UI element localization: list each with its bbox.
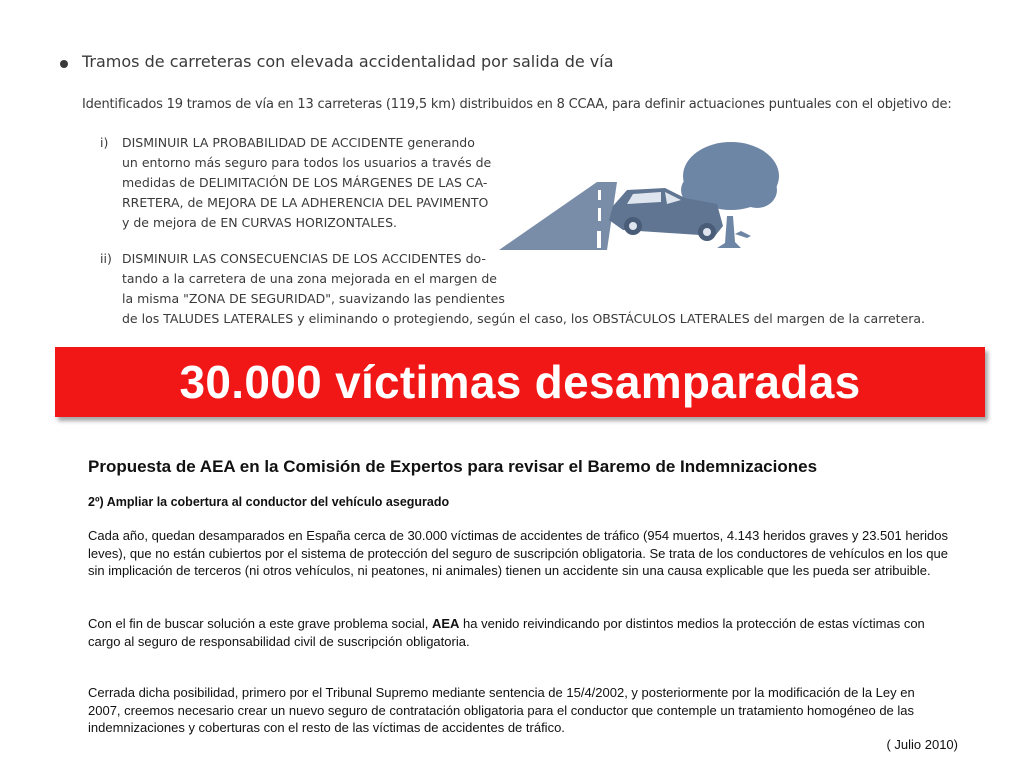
banner-title: 30.000 víctimas desamparadas (179, 356, 861, 408)
title-banner (55, 347, 985, 417)
section-bullet-title: Tramos de carreteras con elevada accidentalidad por salida de vía (82, 52, 614, 71)
list-item-line: tando a la carretera de una zona mejorada en el margen de (122, 271, 497, 286)
car-crash-illustration (495, 138, 785, 256)
paragraph-text: ha venido reivindicando por distintos medios la protección de estas víctimas con cargo al seguro de responsabilidad civil de suscripción obligatoria. (88, 616, 925, 649)
list-item-line: la misma "ZONA DE SEGURIDAD", suavizando las pendientes (122, 291, 505, 306)
list-item-line: RRETERA, de MEJORA DE LA ADHERENCIA DEL PAVIMENTO (122, 195, 489, 210)
list-item-line: un entorno más seguro para todos los usuarios a través de (122, 155, 492, 170)
list-item-line: de los TALUDES LATERALES y eliminando o protegiendo, según el caso, los OBSTÁCULOS LATERALES del margen de la carretera. (122, 311, 926, 326)
paragraph-aea-claim (88, 615, 948, 650)
paragraph-victims: Cada año, quedan desamparados en España cerca de 30.000 víctimas de accidentes de tráfico (954 muertos, 4.143 heridos graves y 23.501 heridos leves), que no están cubiertos por el sistema de protección del seguro de suscripción obligatoria. Se trata de los conductores de vehículos en los que sin implicación de terceros (ni otros vehículos, ni peatones, ni animales) tienen un accidente sin una causa explicable que les pueda ser atribuible. (88, 528, 948, 578)
bullet-icon (60, 60, 68, 68)
proposal-heading: Propuesta de AEA en la Comisión de Expertos para revisar el Baremo de Indemnizaciones (88, 457, 818, 476)
road-safety-section (0, 0, 1024, 340)
list-item-line: y de mejora de EN CURVAS HORIZONTALES. (122, 215, 397, 230)
document-date: ( Julio 2010) (886, 737, 958, 752)
road-lane-mark (597, 231, 601, 248)
paragraph-text: Con el fin de buscar solución a este grave problema social, (88, 616, 432, 631)
section-intro: Identificados 19 tramos de vía en 13 carreteras (119,5 km) distribuidos en 8 CCAA, para definir actuaciones puntuales con el objetivo de: (82, 97, 952, 112)
list-item-number: ii) (100, 251, 112, 266)
list-item-line: DISMINUIR LAS CONSECUENCIAS DE LOS ACCIDENTES do- (122, 251, 486, 266)
paragraph-proposal: Cerrada dicha posibilidad, primero por el Tribunal Supremo mediante sentencia de 15/4/2002, y posteriormente por la modificación de la Ley en 2007, creemos necesario crear un nuevo seguro de contratación obligatoria para el conductor que contemple un tratamiento homogéneo de las indemnizaciones y coberturas con el resto de las víctimas de accidentes de tráfico. (88, 685, 915, 735)
list-item-line: medidas de DELIMITACIÓN DE LOS MÁRGENES DE LAS CA- (122, 175, 488, 190)
proposal-point: 2º) Ampliar la cobertura al conductor del vehículo asegurado (88, 495, 450, 509)
list-item-line: DISMINUIR LA PROBABILIDAD DE ACCIDENTE generando (122, 135, 475, 150)
road-lane-mark (598, 208, 601, 221)
organization-name: AEA (431, 616, 460, 631)
list-item-number: i) (100, 135, 109, 150)
road-lane-mark (598, 190, 601, 200)
